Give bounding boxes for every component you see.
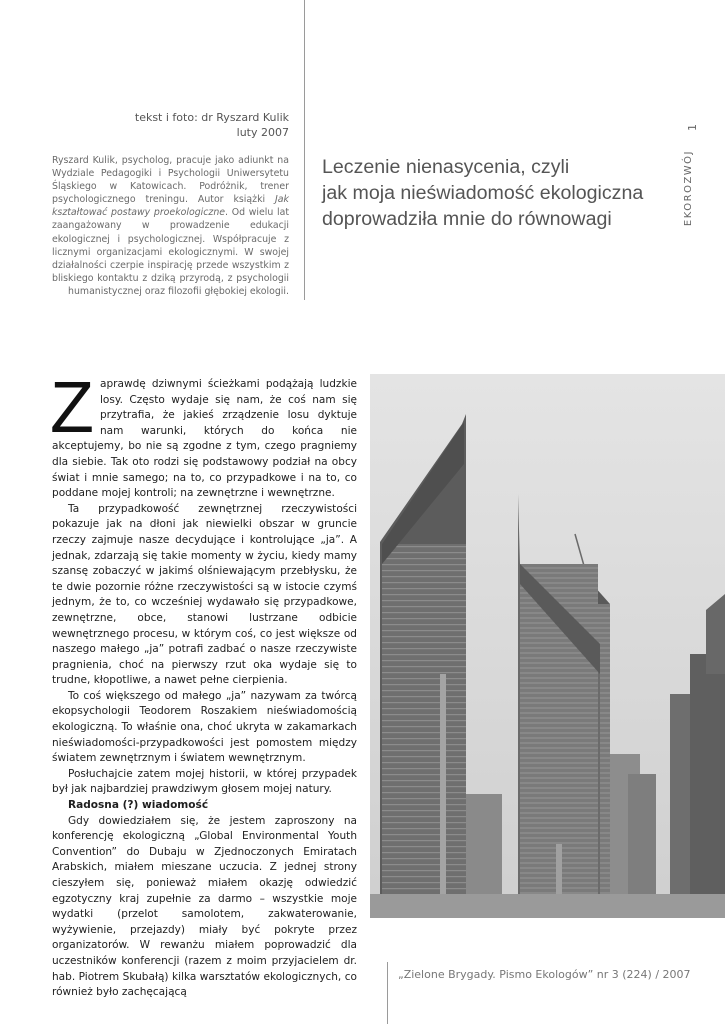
author-bio	[52, 154, 289, 298]
credits-author: tekst i foto: dr Ryszard Kulik	[134, 111, 289, 124]
paragraph-1-text: aprawdę dziwnymi ścieżkami podążają ludzkie losy. Często wydaje się nam, że coś nam się przytrafia, że jakieś zrządzenie losu dyktuje nam warunki, których do końca nie akceptujemy, bo nie są zgodne z tym, czego pragniemy dla siebie. Tak oto rodzi się podstawowy podział na obcy świat i mnie samego; na to, co przypadkowe i na to, co poddane mojej kontroli; na zewnętrzne i wewnętrzne.	[52, 378, 357, 500]
bio-text-2: . Od wielu lat zaangażowany w prowadzenie edukacji ekologicznej i psychologicznej. Współpracuje z licznymi organizacjami ekologicznymi. W swojej działalności czerpie inspirację przede wszystkim z bliskiego kontaktu z dziką przyrodą, z psychologii humanistycznej oraz filozofii głębokiej ekologii.	[52, 207, 289, 297]
article-paragraph-4: Posłuchajcie zatem mojej historii, w której przypadek był jak najbardziej prawdziwym głosem mojej natury.	[52, 767, 357, 796]
article-paragraph-2: Ta przypadkowość zewnętrznej rzeczywistości pokazuje jak na dłoni jak niewielki obszar w gruncie rzeczy zajmuje nasze decydujące i kontrolujące „ja”. A jednak, zdarzają się takie momenty w życiu, kiedy mamy szansę zobaczyć w jakimś olśniewającym przebłysku, że te dwie pozornie różne rzeczywistości są w istocie czymś jednym, że to, co wcześniej wydawało się przypadkowe, zewnętrzne, obce, stanowi lustrzane odbicie wewnętrznego procesu, w którym coś, co jest większe od naszego małego „ja” potrafi zadbać o nasze rzeczywiste pragnienia, choć na pierwszy rzut oka wydaje się to trudne, kłopotliwe, a nawet pełne cierpienia.	[52, 502, 357, 687]
drop-cap: Z	[50, 368, 94, 448]
title-line-3: doprowadziła mnie do równowagi	[322, 208, 612, 230]
author-credits	[69, 110, 289, 140]
bio-book-title: Jak kształtować postawy proekologiczne	[52, 194, 289, 219]
skyline-photo	[370, 374, 725, 918]
title-line-1: Leczenie nienasycenia, czyli	[322, 156, 570, 178]
article-title	[322, 154, 667, 232]
article-subheading: Radosna (?) wiadomość	[68, 799, 209, 812]
article-body	[50, 368, 357, 1001]
title-line-2: jak moja nieświadomość ekologiczna	[322, 182, 644, 204]
article-paragraph-3: To coś większego od małego „ja” nazywam za twórcą ekopsychologii Teodorem Roszakiem nieświadomością ekologiczną. To właśnie ona, choć ukryta w zakamarkach nieświadomości-przypadkowości jest pomostem między światem zewnętrznym i światem wewnętrznym.	[52, 689, 357, 765]
footer-divider-line	[387, 962, 388, 1024]
article-paragraph-5: Gdy dowiedziałem się, że jestem zaproszony na konferencję ekologiczną „Global Environmental Youth Convention” do Dubaju w Zjednoczonych Emiratach Arabskich, miałem mieszane uczucia. Z jednej strony cieszyłem się, ponieważ miałem okazję odwiedzić egzotyczny kraj zupełnie za darmo – wszystkie moje wydatki (przelot samolotem, zakwaterowanie, wyżywienie, przejazdy) miały być pokryte przez organizatorów. W rewanżu miałem poprowadzić dla uczestników konferencji (razem z moim przyjacielem dr. hab. Piotrem Skubałą) kilka warsztatów ekologicznych, co również było zachęcającą	[52, 814, 357, 999]
article-paragraph-1	[50, 368, 357, 502]
bio-text-1: Ryszard Kulik, psycholog, pracuje jako adiunkt na Wydziale Pedagogiki i Psychologii Uniwersytetu Śląskiego w Katowicach. Podróżnik, trener psychologicznego treningu. Autor książki	[52, 155, 289, 206]
towers-illustration	[370, 374, 725, 918]
footer-citation: „Zielone Brygady. Pismo Ekologów” nr 3 (224) / 2007	[398, 968, 691, 981]
credits-date: luty 2007	[236, 126, 289, 139]
page-number: 1	[686, 124, 699, 131]
section-label: EKOROZWÓJ	[683, 150, 694, 227]
header-divider-line	[304, 0, 305, 300]
